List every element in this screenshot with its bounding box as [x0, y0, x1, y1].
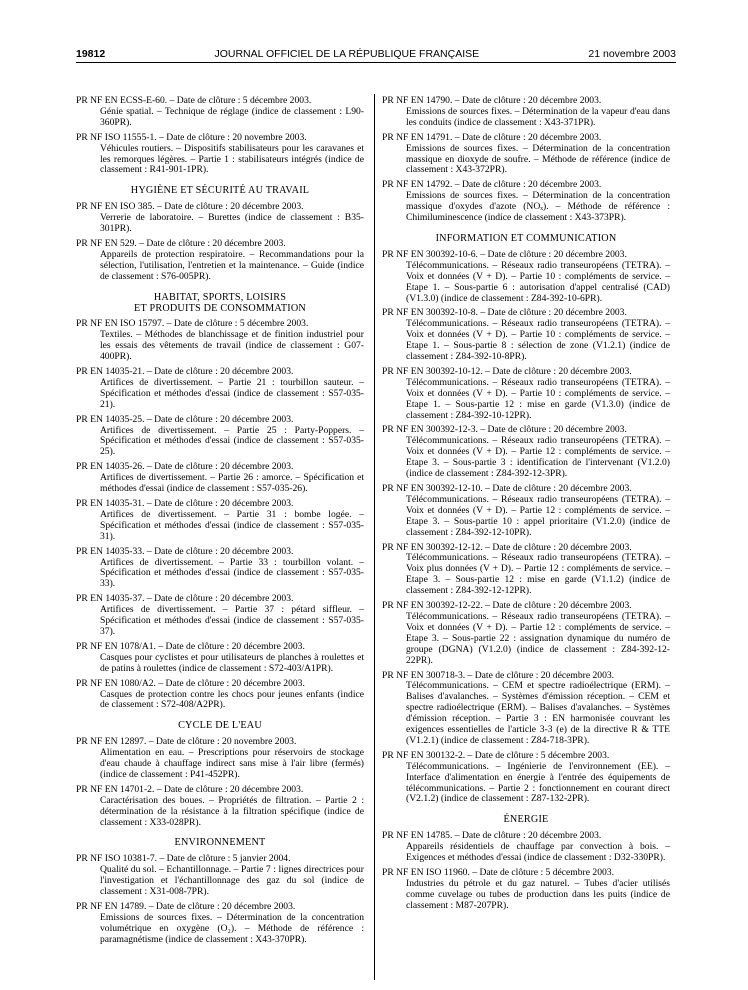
section-heading-line: CYCLE DE L'EAU [178, 720, 262, 732]
entry-reference: PR NF EN 14785. – Date de clôture : 20 décembre 2003. [382, 830, 602, 842]
standard-entry [76, 319, 364, 363]
section-heading-line: ENVIRONNEMENT [174, 837, 266, 849]
entry-reference: PR NF EN 300392-12-22. – Date de clôture : 20 décembre 2003. [382, 600, 632, 612]
left-column [76, 96, 364, 950]
entry-reference: PR NF EN 1078/A1. – Date de clôture : 20 décembre 2003. [76, 640, 305, 652]
entry-description: Télécommunications. – Réseaux radio transeuropéens (TETRA). – Voix plus données (V + D). – Partie 12 : compléments de service. – Etape 3. – Sous-partie 12 : mise en garde (V1.1.2) (indice de classement : Z84-392-12-12PR). [406, 552, 670, 597]
entry-reference: PR EN 14035-26. – Date de clôture : 20 décembre 2003. [76, 461, 294, 473]
entry-reference: PR NF EN 14789. – Date de clôture : 20 décembre 2003. [76, 901, 296, 912]
entry-reference: PR NF EN 300718-3. – Date de clôture : 20 décembre 2003. [382, 669, 615, 681]
standard-entry [76, 594, 364, 638]
entry-reference: PR NF EN 14701-2. – Date de clôture : 20 décembre 2003. [76, 783, 304, 795]
entry-reference: PR NF EN ISO 385. – Date de clôture : 20 décembre 2003. [76, 201, 304, 213]
standard-entry [76, 202, 364, 235]
page-number: 19812 [76, 48, 106, 60]
entry-description: Télécommunications. – Réseaux radio transeuropéens (TETRA). – Voix et données (V + D). – Partie 10 : compléments de service. – Etape 1. – Sous-partie 12 : mise en garde (V1.3.0) (indice de classement : Z84-392-10-12PR). [406, 376, 670, 421]
entry-description: Artifices de divertissement. – Partie 21 : tourbillon sauteur. – Spécification et méthodes d'essai (indice de classement : S57-035-21). [100, 376, 364, 410]
standard-entry [76, 96, 364, 129]
entry-description: Télécommunications. – Réseaux radio transeuropéens (TETRA). – Voix et données (V + D). – Partie 12 : compléments de service. – Etape 3. – Sous-partie 10 : appel prioritaire (V1.2.0) (indice de classement : Z84-392-12-10PR). [406, 493, 670, 538]
page-header [76, 46, 676, 62]
standard-entry [382, 308, 670, 363]
standard-entry [382, 96, 670, 129]
standard-entry [382, 671, 670, 747]
entry-description: Appareils résidentiels de chauffage par convection à bois. – Exigences et méthodes d'essai (indice de classement : D32-330PR). [406, 841, 670, 864]
right-column [382, 96, 670, 916]
entry-description: Télécommunications. – CEM et spectre radioélectrique (ERM). – Balises d'avalanches. – Systèmes d'émission réception. – CEM et spectre radioélectrique (ERM). – Balises d'avalanches. – Systèmes d'émission réception. – Partie 3 : EN harmonisée couvrant les exigences essentielles de l'article 3-3 (e) de la directive R & TTE (V1.2.1) (indice de classement : Z84-718-3PR). [406, 680, 670, 746]
entry-reference: PR NF EN 300392-10-8. – Date de clôture : 20 décembre 2003. [382, 307, 627, 319]
section-heading [382, 234, 670, 245]
standard-entry [382, 180, 670, 224]
standard-entry [76, 367, 364, 411]
standard-entry [76, 499, 364, 543]
entry-reference: PR EN 14035-33. – Date de clôture : 20 décembre 2003. [76, 545, 294, 557]
entry-reference: PR NF EN 300392-12-12. – Date de clôture : 20 décembre 2003. [382, 541, 632, 553]
standard-entry [76, 679, 364, 712]
entry-description: Télécommunications. – Réseaux radio transeuropéens (TETRA). – Voix et données (V + D). – Partie 10 : compléments de service. – Etape 1. – Sous-partie 8 : sélection de zone (V1.2.1) (indice de classement : Z84-392-10-8PR). [406, 318, 670, 363]
standard-entry [382, 367, 670, 422]
section-heading [76, 186, 364, 197]
standard-entry [382, 751, 670, 806]
entry-description: Télécommunications. – Réseaux radio transeuropéens (TETRA). – Voix et données (V + D). – Partie 12 : compléments de service. – Etape 3. – Sous-partie 22 : assignation dynamique du numéro de groupe (DGNA) (V1.2.0) (indice de classement : Z84-392-12-22PR). [406, 610, 670, 666]
entry-reference: PR NF EN 12897. – Date de clôture : 20 novembre 2003. [76, 736, 297, 748]
entry-reference: PR NF EN 14791. – Date de clôture : 20 décembre 2003. [382, 131, 602, 143]
entry-reference: PR EN 14035-31. – Date de clôture : 20 décembre 2003. [76, 498, 294, 509]
entry-reference: PR NF EN ECSS-E-60. – Date de clôture : 5 décembre 2003. [76, 95, 312, 106]
standard-entry [76, 415, 364, 459]
standard-entry [382, 425, 670, 480]
entry-description: Génie spatial. – Technique de réglage (indice de classement : L90-360PR). [100, 105, 364, 128]
standard-entry [76, 785, 364, 829]
entry-description: Artifices de divertissement. – Partie 25 : Party-Poppers. – Spécification et méthodes d'essai (indice de classement : S57-035-25). [100, 424, 364, 458]
entry-description: Alimentation en eau. – Prescriptions pour réservoirs de stockage d'eau chaude à chauffage indirect sans mise à l'air libre (fermés) (indice de classement : P41-452PR). [100, 747, 364, 780]
column-divider [374, 94, 375, 980]
entry-description: Industries du pétrole et du gaz naturel. – Tubes d'acier utilisés comme cuvelage ou tubes de production dans les puits (indice de classement : M87-207PR). [406, 877, 670, 911]
section-heading-line: HYGIÈNE ET SÉCURITÉ AU TRAVAIL [130, 185, 310, 197]
standard-entry [76, 854, 364, 898]
entry-description: Artifices de divertissement. – Partie 31 : bombe logée. – Spécification et méthodes d'essai (indice de classement : S57-035-31). [100, 508, 364, 542]
entry-description: Emissions de sources fixes. – Détermination de la concentration volumétrique en oxygène (O₂). – Méthode de référence : paramagnétisme (indice de classement : X43-370PR). [100, 911, 364, 945]
standard-entry [382, 868, 670, 912]
entry-description: Télécommunications. – Réseaux radio transeuropéens (TETRA). – Voix et données (V + D). – Partie 12 : compléments de service. – Etape 3. – Sous-partie 3 : identification de l'intervenant (V1.2.0) (indice de classement : Z84-392-12-3PR). [406, 435, 670, 480]
entry-reference: PR NF ISO 10381-7. – Date de clôture : 5 janvier 2004. [76, 853, 291, 865]
entry-reference: PR NF EN 14790. – Date de clôture : 20 décembre 2003. [382, 95, 602, 106]
journal-title: JOURNAL OFFICIEL DE LA RÉPUBLIQUE FRANÇAISE [214, 48, 480, 60]
entry-reference: PR NF EN 300392-10-6. – Date de clôture : 20 décembre 2003. [382, 248, 627, 260]
entry-reference: PR NF EN 300392-12-10. – Date de clôture : 20 décembre 2003. [382, 483, 632, 494]
standard-entry [76, 737, 364, 781]
entry-reference: PR NF EN 300132-2. – Date de clôture : 5 décembre 2003. [382, 749, 610, 761]
entry-description: Télécommunications. – Réseaux radio transeuropéens (TETRA). – Voix et données (V + D). – Partie 10 : compléments de service. – Etape 1. – Sous-partie 6 : autorisation d'appel centralisé (CAD) (V1.3.0) (indice de classement : Z84-392-10-6PR). [406, 259, 670, 304]
standard-entry [382, 484, 670, 539]
issue-date: 21 novembre 2003 [588, 48, 676, 60]
entry-description: Artifices de divertissement. – Partie 37 : pétard siffleur. – Spécification et méthodes d'essai (indice de classement : S57-035-37). [100, 604, 364, 637]
standard-entry [382, 543, 670, 598]
section-heading [76, 838, 364, 849]
entry-reference: PR NF EN 14792. – Date de clôture : 20 décembre 2003. [382, 179, 602, 191]
entry-description: Emissions de sources fixes. – Détermination de la concentration massique en dioxyde de soufre. – Méthode de référence (indice de classement : X43-372PR). [406, 142, 670, 176]
entry-reference: PR EN 14035-25. – Date de clôture : 20 décembre 2003. [76, 413, 294, 425]
entry-reference: PR NF EN 300392-10-12. – Date de clôture : 20 décembre 2003. [382, 365, 632, 377]
entry-description: Casques pour cyclistes et pour utilisateurs de planches à roulettes et de patins à roulettes (indice de classement : S72-403/A1PR). [100, 651, 364, 674]
standard-entry [76, 547, 364, 591]
entry-description: Textiles. – Méthodes de blanchissage et de finition industriel pour les essais des vêtements de travail (indice de classement : G07-400PR). [100, 329, 364, 363]
header-rule [76, 62, 676, 63]
entry-description: Qualité du sol. – Echantillonnage. – Partie 7 : lignes directrices pour l'investigation et l'échantillonnage des gaz du sol (indice de classement : X31-008-7PR). [100, 864, 364, 898]
entry-reference: PR NF EN 300392-12-3. – Date de clôture : 20 décembre 2003. [382, 424, 627, 436]
standard-entry [76, 642, 364, 675]
entry-description: Artifices de divertissement. – Partie 26 : amorce. – Spécification et méthodes d'essai (indice de classement : S57-035-26). [100, 472, 364, 495]
standard-entry [382, 250, 670, 305]
entry-reference: PR NF EN ISO 15797. – Date de clôture : 5 décembre 2003. [76, 318, 309, 330]
entry-reference: PR NF EN ISO 11960. – Date de clôture : 5 décembre 2003. [382, 867, 614, 878]
entry-description: Véhicules routiers. – Dispositifs stabilisateurs pour les caravanes et les remorques légères. – Partie 1 : stabilisateurs intégrés (indice de classement : R41-901-1PR). [100, 142, 364, 176]
entry-description: Télécommunications. – Ingénierie de l'environnement (EE). – Interface d'alimentation en énergie à l'entrée des équipements de télécommunications. – Partie 2 : fonctionnement en courant direct (V2.1.2) (indice de classement : Z87-132-2PR). [406, 760, 670, 805]
entry-reference: PR NF EN 529. – Date de clôture : 20 décembre 2003. [76, 237, 286, 249]
standard-entry [382, 831, 670, 864]
standard-entry [76, 902, 364, 946]
standard-entry [76, 239, 364, 283]
entry-reference: PR NF EN 1080/A2. – Date de clôture : 20 décembre 2003. [76, 677, 305, 689]
section-heading-line: HABITAT, SPORTS, LOISIRS [153, 291, 287, 303]
standard-entry [382, 601, 670, 666]
section-heading-line: ÉNERGIE [503, 814, 549, 826]
section-heading [382, 815, 670, 826]
entry-reference: PR NF ISO 11555-1. – Date de clôture : 20 novembre 2003. [76, 131, 307, 143]
entry-description: Emissions de sources fixes. – Détermination de la vapeur d'eau dans les conduits (indice de classement : X43-371PR). [406, 105, 670, 128]
standard-entry [76, 462, 364, 495]
entry-description: Artifices de divertissement. – Partie 33 : tourbillon volant. – Spécification et méthodes d'essai (indice de classement : S57-035-33). [100, 556, 364, 590]
entry-description: Emissions de sources fixes. – Détermination de la concentration massique d'oxydes d'azote (NOₓ). – Méthode de référence : Chimiluminescence (indice de classement : X43-373PR). [406, 190, 670, 224]
section-heading [76, 293, 364, 315]
entry-reference: PR EN 14035-21. – Date de clôture : 20 décembre 2003. [76, 366, 294, 378]
section-heading [76, 721, 364, 732]
entry-reference: PR EN 14035-37. – Date de clôture : 20 décembre 2003. [76, 593, 294, 605]
entry-description: Casques de protection contre les chocs pour jeunes enfants (indice de classement : S72-408/A2PR). [100, 688, 364, 711]
entry-description: Caractérisation des boues. – Propriétés de filtration. – Partie 2 : détermination de la résistance à la filtration spécifique (indice de classement : X33-028PR). [100, 794, 364, 828]
standard-entry [76, 133, 364, 177]
entry-description: Appareils de protection respiratoire. – Recommandations pour la sélection, l'utilisation, l'entretien et la maintenance. – Guide (indice de classement : S76-005PR). [100, 248, 364, 282]
standard-entry [382, 133, 670, 177]
section-heading-line: INFORMATION ET COMMUNICATION [435, 232, 617, 244]
entry-description: Verrerie de laboratoire. – Burettes (indice de classement : B35-301PR). [100, 212, 364, 235]
section-heading-line: ET PRODUITS DE CONSOMMATION [134, 302, 306, 314]
